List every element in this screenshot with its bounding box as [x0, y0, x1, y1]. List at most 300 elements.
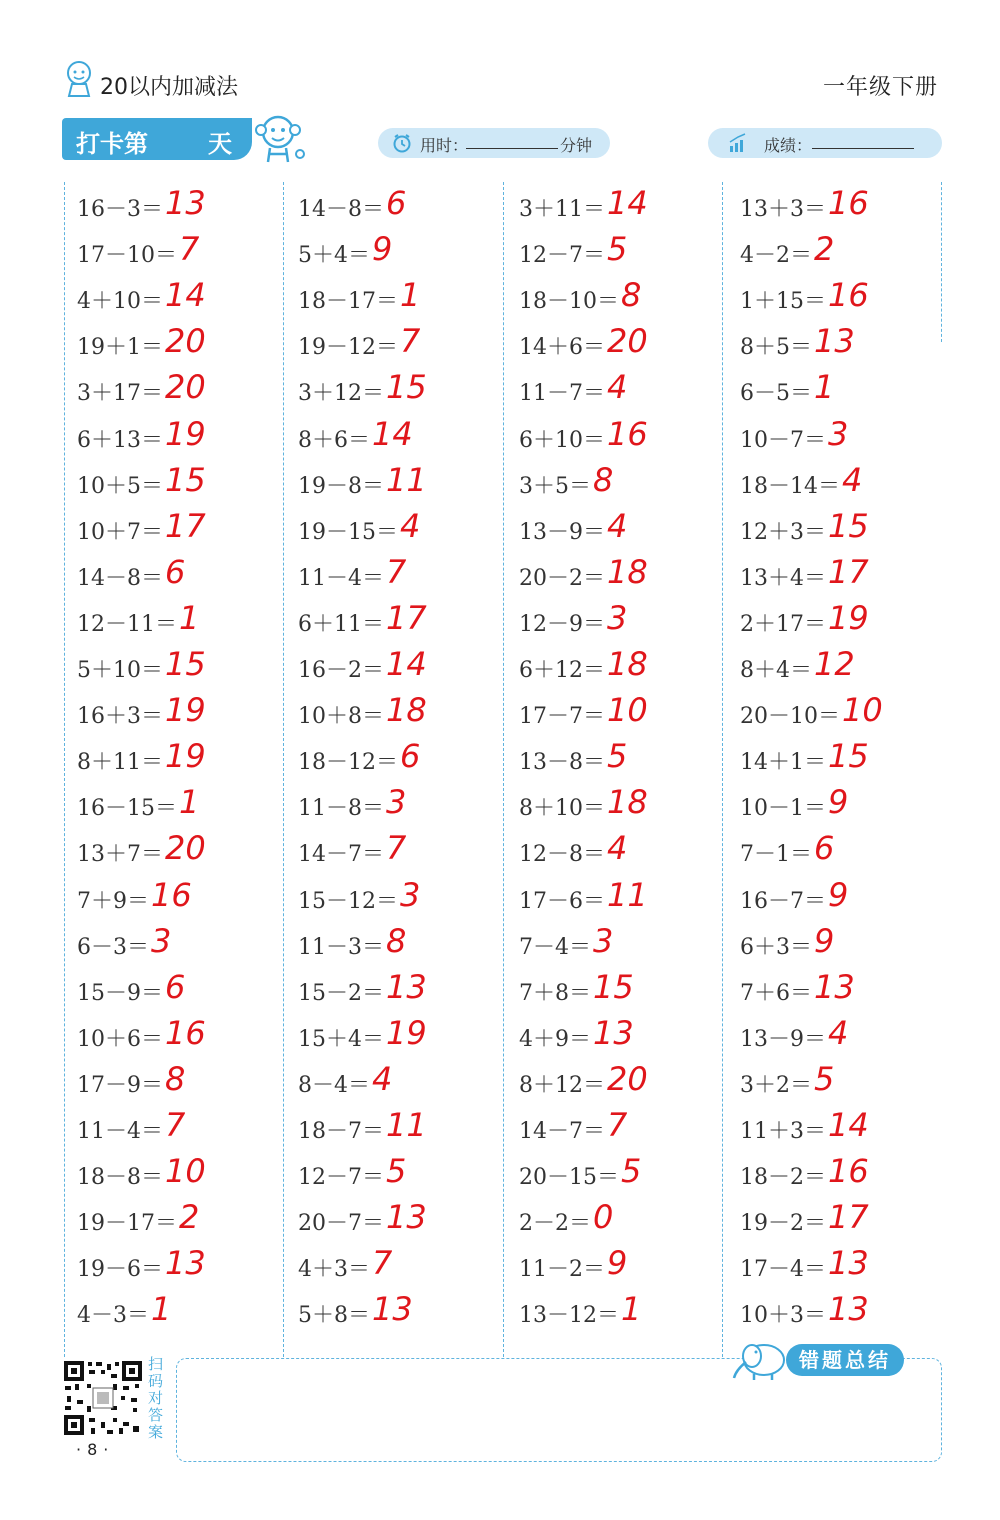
- problem-row: [519, 186, 719, 228]
- problem-row: [740, 552, 940, 597]
- handwritten-answer[interactable]: 7: [607, 1106, 628, 1144]
- problem-question: 20－2＝: [519, 565, 605, 591]
- problem-question: 19－17＝: [77, 1211, 177, 1237]
- handwritten-answer[interactable]: 15: [828, 737, 869, 776]
- problem-row: [77, 831, 277, 873]
- lion-logo-icon: [62, 60, 96, 98]
- problem-question: 11－4＝: [77, 1119, 163, 1144]
- score-field: [708, 128, 942, 158]
- problem-row: [740, 1108, 940, 1150]
- problem-row: [77, 1108, 277, 1150]
- handwritten-answer[interactable]: 14: [386, 645, 427, 683]
- problem-row: [519, 967, 719, 1012]
- problem-row: [740, 506, 940, 551]
- handwritten-answer[interactable]: 15: [165, 460, 206, 499]
- problem-row: [740, 232, 940, 274]
- problem-row: [298, 1108, 498, 1150]
- handwritten-answer[interactable]: 5: [607, 737, 628, 776]
- problem-question: 2－2＝: [519, 1211, 591, 1237]
- problem-row: [740, 598, 940, 643]
- problem-row: [740, 647, 940, 689]
- problem-question: 6－5＝: [740, 381, 812, 407]
- handwritten-answer[interactable]: 18: [607, 552, 648, 591]
- time-label: 用时：: [420, 136, 469, 155]
- problem-row: [77, 647, 277, 689]
- problem-row: [298, 921, 498, 966]
- problem-row: [298, 278, 498, 320]
- problem-row: [519, 831, 719, 873]
- handwritten-answer[interactable]: 14: [828, 1106, 869, 1144]
- handwritten-answer[interactable]: 20: [165, 829, 206, 868]
- problem-row: [519, 1200, 719, 1242]
- problem-row: [519, 1108, 719, 1150]
- handwritten-answer[interactable]: 17: [165, 506, 206, 545]
- problem-row: [740, 1292, 940, 1334]
- problem-row: [298, 1059, 498, 1104]
- punch-suffix: 天: [208, 130, 232, 158]
- problem-question: 7＋9＝: [77, 888, 149, 914]
- problem-row: [519, 1059, 719, 1104]
- problem-row: [519, 739, 719, 781]
- handwritten-answer[interactable]: 3: [607, 598, 628, 637]
- handwritten-answer[interactable]: 7: [372, 1244, 393, 1283]
- handwritten-answer[interactable]: 18: [607, 783, 648, 822]
- problem-row: [77, 1154, 277, 1196]
- handwritten-answer[interactable]: 13: [828, 1244, 869, 1283]
- problem-question: 10－1＝: [740, 796, 826, 822]
- handwritten-answer[interactable]: 4: [842, 460, 863, 499]
- handwritten-answer[interactable]: 18: [607, 645, 648, 683]
- problem-question: 8＋12＝: [519, 1072, 605, 1098]
- handwritten-answer[interactable]: 13: [814, 967, 855, 1006]
- handwritten-answer[interactable]: 10: [842, 691, 883, 730]
- handwritten-answer[interactable]: 16: [165, 1013, 206, 1052]
- problem-question: 12－11＝: [77, 611, 177, 637]
- handwritten-answer[interactable]: 4: [607, 368, 628, 407]
- problem-row: [77, 785, 277, 827]
- bar-chart-icon: [728, 133, 748, 153]
- problem-question: 8－4＝: [298, 1072, 370, 1098]
- handwritten-answer[interactable]: 4: [400, 506, 421, 545]
- problem-question: 19－15＝: [298, 519, 398, 545]
- handwritten-answer[interactable]: 13: [165, 1244, 206, 1283]
- handwritten-answer[interactable]: 16: [828, 184, 869, 222]
- problem-row: [298, 598, 498, 643]
- problem-question: 8＋11＝: [77, 750, 163, 776]
- handwritten-answer[interactable]: 20: [607, 1059, 648, 1098]
- handwritten-answer[interactable]: 13: [386, 1198, 427, 1237]
- problem-question: 18－2＝: [740, 1165, 826, 1191]
- problem-row: [519, 232, 719, 274]
- handwritten-answer[interactable]: 9: [372, 230, 393, 269]
- problem-question: 4－3＝: [77, 1303, 149, 1329]
- punch-prefix: 打卡第: [76, 130, 148, 158]
- handwritten-answer[interactable]: 6: [400, 737, 421, 776]
- problem-row: [740, 875, 940, 920]
- problem-question: 4＋3＝: [298, 1257, 370, 1283]
- problem-row: [77, 1200, 277, 1242]
- problem-row: [77, 967, 277, 1012]
- problem-question: 19－12＝: [298, 335, 398, 361]
- problem-row: [740, 186, 940, 228]
- time-unit: 分钟: [560, 136, 593, 155]
- handwritten-answer[interactable]: 17: [828, 552, 869, 591]
- handwritten-answer[interactable]: 9: [828, 783, 849, 822]
- problem-question: 18－17＝: [298, 289, 398, 315]
- problem-row: [298, 1200, 498, 1242]
- handwritten-answer[interactable]: 5: [386, 1152, 407, 1191]
- handwritten-answer[interactable]: 7: [386, 829, 407, 868]
- problem-row: [519, 693, 719, 735]
- problem-question: 15－2＝: [298, 980, 384, 1006]
- handwritten-answer[interactable]: 5: [814, 1059, 835, 1098]
- scan-for-answers-text: 扫码对答案: [148, 1355, 164, 1441]
- problem-question: 11－7＝: [519, 381, 605, 407]
- handwritten-answer[interactable]: 15: [593, 967, 634, 1006]
- handwritten-answer[interactable]: 8: [386, 921, 407, 960]
- problem-question: 13＋4＝: [740, 565, 826, 591]
- problem-question: 3＋17＝: [77, 381, 163, 407]
- problem-question: 11－3＝: [298, 934, 384, 960]
- problem-question: 19－8＝: [298, 473, 384, 499]
- handwritten-answer[interactable]: 1: [814, 368, 835, 407]
- handwritten-answer[interactable]: 3: [386, 783, 407, 822]
- problem-question: 10－7＝: [740, 427, 826, 453]
- handwritten-answer[interactable]: 11: [386, 460, 427, 499]
- handwritten-answer[interactable]: 3: [593, 921, 614, 960]
- handwritten-answer[interactable]: 6: [814, 829, 835, 868]
- handwritten-answer[interactable]: 6: [165, 552, 186, 591]
- handwritten-answer[interactable]: 13: [828, 1290, 869, 1329]
- handwritten-answer[interactable]: 14: [607, 184, 648, 222]
- handwritten-answer[interactable]: 10: [165, 1152, 206, 1191]
- handwritten-answer[interactable]: 7: [400, 322, 421, 361]
- handwritten-answer[interactable]: 8: [165, 1059, 186, 1098]
- problem-question: 13－9＝: [740, 1026, 826, 1052]
- problem-question: 12＋3＝: [740, 519, 826, 545]
- problem-row: [740, 278, 940, 320]
- problem-row: [740, 324, 940, 366]
- handwritten-answer[interactable]: 9: [828, 875, 849, 914]
- handwritten-answer[interactable]: 5: [621, 1152, 642, 1191]
- problem-row: [740, 414, 940, 459]
- problem-question: 3＋11＝: [519, 197, 605, 222]
- handwritten-answer[interactable]: 2: [814, 230, 835, 269]
- problem-question: 10＋8＝: [298, 704, 384, 730]
- problem-row: [298, 370, 498, 412]
- score-blank[interactable]: [812, 148, 914, 149]
- handwritten-answer[interactable]: 13: [165, 184, 206, 222]
- handwritten-answer[interactable]: 20: [607, 322, 648, 361]
- error-summary-label: 错题总结: [786, 1344, 904, 1376]
- handwritten-answer[interactable]: 11: [386, 1106, 427, 1144]
- problem-row: [519, 552, 719, 597]
- handwritten-answer[interactable]: 20: [165, 322, 206, 361]
- handwritten-answer[interactable]: 13: [372, 1290, 413, 1329]
- time-field: [378, 128, 610, 158]
- handwritten-answer[interactable]: 9: [607, 1244, 628, 1283]
- handwritten-answer[interactable]: 13: [593, 1013, 634, 1052]
- column-divider: [722, 182, 723, 1357]
- problem-row: [519, 1292, 719, 1334]
- problem-question: 16－2＝: [298, 658, 384, 683]
- problem-question: 14－7＝: [519, 1119, 605, 1144]
- problem-row: [298, 232, 498, 274]
- problem-question: 11－4＝: [298, 565, 384, 591]
- problem-question: 13－9＝: [519, 519, 605, 545]
- problem-row: [740, 460, 940, 505]
- problem-row: [77, 414, 277, 459]
- handwritten-answer[interactable]: 1: [400, 276, 421, 315]
- problem-question: 18－8＝: [77, 1165, 163, 1191]
- handwritten-answer[interactable]: 14: [372, 414, 413, 453]
- score-label: 成绩：: [764, 136, 813, 155]
- problem-row: [298, 693, 498, 735]
- problem-row: [740, 693, 940, 735]
- handwritten-answer[interactable]: 20: [165, 368, 206, 407]
- problem-question: 20－10＝: [740, 704, 840, 730]
- problem-question: 7＋6＝: [740, 980, 812, 1006]
- problem-question: 18－7＝: [298, 1119, 384, 1144]
- problem-question: 12－9＝: [519, 611, 605, 637]
- problem-row: [298, 831, 498, 873]
- handwritten-answer[interactable]: 16: [828, 1152, 869, 1191]
- problem-question: 17－7＝: [519, 704, 605, 730]
- handwritten-answer[interactable]: 18: [386, 691, 427, 730]
- problem-row: [740, 1200, 940, 1242]
- handwritten-answer[interactable]: 15: [165, 645, 206, 683]
- handwritten-answer[interactable]: 4: [607, 506, 628, 545]
- problem-question: 19＋1＝: [77, 335, 163, 361]
- handwritten-answer[interactable]: 1: [179, 598, 200, 637]
- problem-row: [740, 1013, 940, 1058]
- problem-question: 8＋10＝: [519, 796, 605, 822]
- handwritten-answer[interactable]: 12: [814, 645, 855, 683]
- handwritten-answer[interactable]: 3: [400, 875, 421, 914]
- problem-question: 8＋5＝: [740, 335, 812, 361]
- problem-row: [298, 739, 498, 781]
- problem-row: [740, 831, 940, 873]
- problem-row: [519, 414, 719, 459]
- problem-question: 6＋12＝: [519, 658, 605, 683]
- column-divider: [503, 182, 504, 1357]
- problem-row: [77, 739, 277, 781]
- handwritten-answer[interactable]: 13: [814, 322, 855, 361]
- problem-row: [77, 921, 277, 966]
- book-title: 20以内加减法: [100, 75, 238, 100]
- problem-question: 13－12＝: [519, 1303, 619, 1329]
- problem-row: [298, 460, 498, 505]
- handwritten-answer[interactable]: 16: [151, 875, 192, 914]
- problem-question: 6＋11＝: [298, 611, 384, 637]
- problem-row: [77, 552, 277, 597]
- problem-question: 17－4＝: [740, 1257, 826, 1283]
- problem-row: [298, 785, 498, 827]
- handwritten-answer[interactable]: 19: [165, 691, 206, 730]
- handwritten-answer[interactable]: 1: [151, 1290, 172, 1329]
- problem-row: [519, 506, 719, 551]
- problem-question: 16＋3＝: [77, 704, 163, 730]
- handwritten-answer[interactable]: 19: [386, 1013, 427, 1052]
- problem-question: 5＋8＝: [298, 1303, 370, 1329]
- handwritten-answer[interactable]: 19: [165, 414, 206, 453]
- problem-row: [298, 647, 498, 689]
- problem-row: [298, 1292, 498, 1334]
- problem-question: 16－3＝: [77, 197, 163, 222]
- problem-question: 10＋6＝: [77, 1026, 163, 1052]
- problem-row: [298, 186, 498, 228]
- problem-row: [298, 1154, 498, 1196]
- handwritten-answer[interactable]: 5: [607, 230, 628, 269]
- handwritten-answer[interactable]: 17: [828, 1198, 869, 1237]
- handwritten-answer[interactable]: 7: [179, 230, 200, 269]
- problem-question: 11－2＝: [519, 1257, 605, 1283]
- problem-question: 4＋9＝: [519, 1026, 591, 1052]
- problem-question: 19－2＝: [740, 1211, 826, 1237]
- problem-row: [298, 414, 498, 459]
- problem-row: [740, 921, 940, 966]
- problem-question: 3＋2＝: [740, 1072, 812, 1098]
- handwritten-answer[interactable]: 19: [828, 598, 869, 637]
- monkey-mascot-icon: [252, 110, 308, 166]
- handwritten-answer[interactable]: 16: [828, 276, 869, 315]
- problem-row: [740, 967, 940, 1012]
- handwritten-answer[interactable]: 15: [386, 368, 427, 407]
- handwritten-answer[interactable]: 15: [828, 506, 869, 545]
- problem-row: [77, 506, 277, 551]
- problem-question: 20－7＝: [298, 1211, 384, 1237]
- handwritten-answer[interactable]: 6: [165, 967, 186, 1006]
- problem-row: [519, 1013, 719, 1058]
- problem-question: 13＋7＝: [77, 842, 163, 868]
- handwritten-answer[interactable]: 13: [386, 967, 427, 1006]
- page-number: ·8·: [76, 1440, 115, 1459]
- column-divider: [941, 182, 942, 342]
- handwritten-answer[interactable]: 7: [386, 552, 407, 591]
- problem-row: [298, 1246, 498, 1288]
- problem-question: 4－2＝: [740, 243, 812, 269]
- problem-question: 6－3＝: [77, 934, 149, 960]
- handwritten-answer[interactable]: 11: [607, 875, 648, 914]
- handwritten-answer[interactable]: 10: [607, 691, 648, 730]
- problem-question: 17－10＝: [77, 243, 177, 269]
- handwritten-answer[interactable]: 1: [179, 783, 200, 822]
- problem-row: [519, 1246, 719, 1288]
- problem-question: 5＋4＝: [298, 243, 370, 269]
- problem-question: 10＋7＝: [77, 519, 163, 545]
- problem-row: [77, 693, 277, 735]
- problem-row: [77, 278, 277, 320]
- problem-question: 8＋4＝: [740, 658, 812, 683]
- problem-question: 7－1＝: [740, 842, 812, 868]
- handwritten-answer[interactable]: 19: [165, 737, 206, 776]
- clock-icon: [392, 133, 412, 153]
- problem-row: [519, 1154, 719, 1196]
- problem-question: 15－12＝: [298, 888, 398, 914]
- handwritten-answer[interactable]: 16: [607, 414, 648, 453]
- problem-question: 17－6＝: [519, 888, 605, 914]
- problem-row: [519, 370, 719, 412]
- elephant-icon: [730, 1336, 790, 1382]
- problem-question: 10＋3＝: [740, 1303, 826, 1329]
- problem-row: [519, 785, 719, 827]
- problem-row: [298, 967, 498, 1012]
- problem-row: [519, 324, 719, 366]
- problem-question: 10＋5＝: [77, 473, 163, 499]
- problem-question: 12－7＝: [519, 243, 605, 269]
- problem-question: 17－9＝: [77, 1072, 163, 1098]
- problem-question: 12－7＝: [298, 1165, 384, 1191]
- handwritten-answer[interactable]: 8: [621, 276, 642, 315]
- problem-question: 3＋12＝: [298, 381, 384, 407]
- time-blank[interactable]: [466, 148, 558, 149]
- problem-question: 13－8＝: [519, 750, 605, 776]
- problem-question: 1＋15＝: [740, 289, 826, 315]
- handwritten-answer[interactable]: 2: [179, 1198, 200, 1237]
- page-header: [0, 0, 1000, 180]
- handwritten-answer[interactable]: 9: [814, 921, 835, 960]
- handwritten-answer[interactable]: 6: [386, 184, 407, 222]
- problem-row: [77, 1246, 277, 1288]
- problem-question: 15－9＝: [77, 980, 163, 1006]
- problem-row: [77, 232, 277, 274]
- problem-row: [519, 598, 719, 643]
- handwritten-answer[interactable]: 17: [386, 598, 427, 637]
- problem-row: [740, 1246, 940, 1288]
- column-divider: [283, 182, 284, 1357]
- problem-question: 18－12＝: [298, 750, 398, 776]
- handwritten-answer[interactable]: 7: [165, 1106, 186, 1144]
- problem-question: 3＋5＝: [519, 473, 591, 499]
- problem-row: [77, 598, 277, 643]
- grade-label: 一年级下册: [822, 75, 938, 100]
- problem-question: 14＋1＝: [740, 750, 826, 776]
- handwritten-answer[interactable]: 4: [828, 1013, 849, 1052]
- problem-row: [298, 875, 498, 920]
- handwritten-answer[interactable]: 1: [621, 1290, 642, 1329]
- problem-question: 16－15＝: [77, 796, 177, 822]
- problem-row: [740, 739, 940, 781]
- handwritten-answer[interactable]: 0: [593, 1198, 614, 1237]
- punch-card-banner: [62, 118, 252, 160]
- handwritten-answer[interactable]: 14: [165, 276, 206, 315]
- problem-row: [77, 1292, 277, 1334]
- problem-question: 8＋6＝: [298, 427, 370, 453]
- problem-question: 5＋10＝: [77, 658, 163, 683]
- problem-question: 11＋3＝: [740, 1119, 826, 1144]
- problem-question: 18－10＝: [519, 289, 619, 315]
- qr-code-icon[interactable]: [63, 1360, 143, 1436]
- problem-question: 12－8＝: [519, 842, 605, 868]
- problem-row: [740, 1059, 940, 1104]
- problem-question: 2＋17＝: [740, 611, 826, 637]
- handwritten-answer[interactable]: 8: [593, 460, 614, 499]
- handwritten-answer[interactable]: 4: [372, 1059, 393, 1098]
- problem-question: 15＋4＝: [298, 1026, 384, 1052]
- problem-question: 7＋8＝: [519, 980, 591, 1006]
- handwritten-answer[interactable]: 3: [151, 921, 172, 960]
- problem-row: [740, 785, 940, 827]
- column-divider: [64, 182, 65, 1357]
- handwritten-answer[interactable]: 4: [607, 829, 628, 868]
- problem-row: [77, 186, 277, 228]
- problem-row: [740, 1154, 940, 1196]
- problem-row: [298, 1013, 498, 1058]
- handwritten-answer[interactable]: 3: [828, 414, 849, 453]
- problem-question: 19－6＝: [77, 1257, 163, 1283]
- problem-question: 13＋3＝: [740, 197, 826, 222]
- problem-question: 7－4＝: [519, 934, 591, 960]
